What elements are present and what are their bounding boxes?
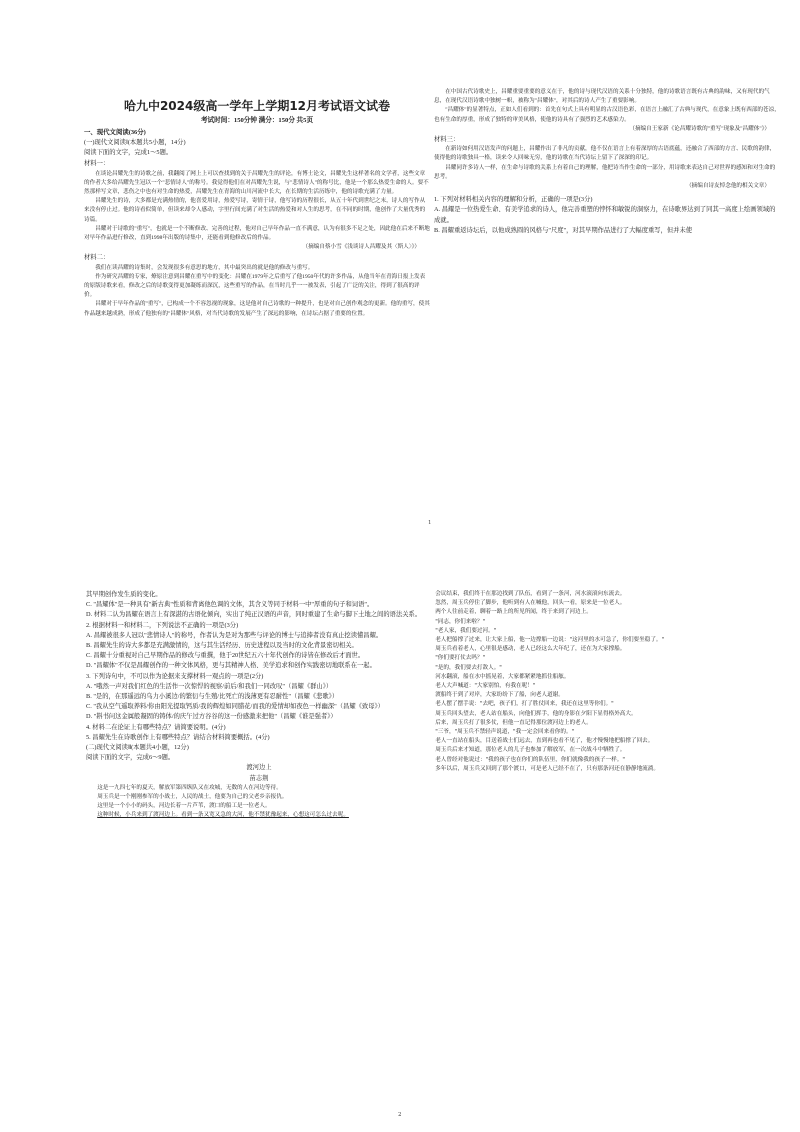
page2-left-column [86,566,432,1132]
paragraph: 昌耀同许多诗人一样，在生命与诗歌的关系上有着自己的理解，他把诗当作生命的一部分，用诗歌来表达自己对世界的感知和对生命的思考。 [434,164,776,180]
story-paragraph: 河水翻滚，船在水中摇晃着，大家都紧紧地抓住船舷。 [435,673,570,680]
story-paragraph: 两个人往前走着，聊着一路上的所见所闻，终于来到了河边上。 [435,609,592,616]
source-note: （摘编自诗友悼念他的相关文章） [686,183,770,190]
question-option: C. "昌耀体"是一种具有"新古典"性质和背离他色调的文体，其含义等同于材料一中"厚重的句子和词语"。 [86,601,374,609]
story-paragraph: 渡船终于到了对岸，大家纷纷下了船，向老人道谢。 [435,692,564,699]
question-text: 3. 下列诗句中，不可以作为论据来支撑材料一观点的一项是(2分) [86,672,264,680]
story-paragraph: 周玉兵回头望去，老人站在船头，向他们挥手，他的身影在夕阳下显得格外高大。 [435,710,637,717]
story-paragraph: 老人把船撑了过来，让大家上船，他一边撑船一边说："这河里的水可急了，你们要坐稳了。" [435,637,665,644]
story-paragraph: 后来，周玉兵打了很多仗，但他一直记得那位渡河边上的老人。 [435,719,592,726]
page1-left-column [84,0,430,566]
material-label: 材料三： [434,136,460,144]
material-label: 材料二： [84,254,110,262]
question-text: 1. 下列对材料相关内容的理解和分析，正确的一项是(3分) [434,196,593,204]
story-paragraph: "是的，我们要去打敌人。" [435,664,502,671]
story-paragraph: 老人摆了摆手说："去吧，孩子们，打了胜仗回来，我还在这里等你们。" [435,701,614,708]
story-paragraph: 这里是一个小小的码头，河边长着一片芦苇，渡口的船工是一位老人。 [97,803,271,810]
story-paragraph: 周玉兵后来才知道，那位老人的儿子也参加了解放军，在一次战斗中牺牲了。 [435,747,626,754]
part-intro: 阅读下面的文字，完成1～5题。 [84,149,173,157]
page2-right-column [424,566,768,1132]
page-number: 1 [428,520,432,526]
section-heading: 一、现代文阅读(36分) [84,129,146,136]
exam-title: 哈九中2024级高一学年上学期12月考试语文试卷 [123,99,391,113]
story-paragraph: 忽然，周玉兵停住了脚步，他听到有人在喊他，回头一看，原来是一位老人。 [435,600,626,607]
material-label: 材料一： [84,160,110,168]
question-text: 5. 昌耀先生在诗歌创作上有哪些特点？请结合材料简要概括。(4分) [86,733,270,741]
paragraph: 在谈论昌耀先生的诗歌之前，我翻阅了网上上可以查找到的关于昌耀先生的评论，有博士论文，昌耀先生这样著名的文学者，这些文章的作者大多给昌耀先生冠以一个"悲情诗人"的称号。我觉得他们在对昌耀先生说，与"悲情诗人"的称号比，他是一个那么热爱生命的人。要不然那样写文章，悲伤之中也有对生命的热爱，昌耀先生在青海的山川河流中长大，在长期的生活历练中，他的诗歌充满了力量。 [84,170,429,196]
page-number: 2 [398,1112,402,1118]
part-intro: 阅读下面的文字，完成6～9题。 [86,754,175,762]
story-paragraph: 周玉兵看着老人，心里很是感动，老人已经这么大年纪了，还在为大家撑船。 [435,646,626,653]
paragraph: 在新诗如何用汉语发声的问题上，昌耀作出了非凡的贡献，他不仅在语言上有着深厚的古语底蕴，还融合了西部的方言、民歌的韵律，使得他的诗歌独具一格，读来令人回味无穷，他的诗歌在当代诗坛上留下了深深的印记。 [434,146,776,162]
paragraph: "昌耀体"的显著特点，正如人们看到的：首先在句式上具有明显的古汉语色彩，在语言上融汇了古典与现代，在意象上既有西部的苍凉，也有生命的厚重，形成了独特的审美风格，使他的诗具有了强烈的艺术感染力。 [434,107,780,123]
question-option: A. "哦然一声对我们红色的生活作一次惊悍的视察/前后/和我们一同改叹"（昌耀《群山》） [86,682,333,690]
question-option: B. 昌耀重返诗坛后，以他成熟圆的风格与"尺度"，对其早期作品进行了大幅度重写，但并未使 [434,226,693,234]
question-option: B. "是的，在那遥远的乌力小溪边/的繁衍与生殖/比死亡的浅薄更有忍耐性"（昌耀《悲歌》） [86,693,339,701]
part-heading: (二)现代文阅读Ⅱ(本题共4小题，12分) [86,744,189,752]
story-paragraph: 这是一九四七年的夏天，解放军第四纵队又在攻城，无数的人在河边等待。 [97,784,282,791]
story-paragraph: "三爷，"周玉兵不禁轻声说道，"我一定会回来看你的。" [435,729,575,736]
story-paragraph: "老人家，我们要过河。" [435,627,497,634]
paragraph: 我们在读昌耀的诗集时，会发现很多有意思的地方，其中最突出的就是他的修改与重写。 [95,264,314,271]
question-text: 4. 材料二在论证上有哪些特点？请简要说明。(4分) [86,723,226,731]
question-option: D. 材料二认为昌耀在语言上有深湛的古语化倾向，实出了纯正汉语的声音，同时重建了生命与脚下土地之间的语法关系。 [86,611,422,619]
paragraph: 昌耀对于早年作品的"重写"，已构成一个不容忽视的现象，这是他对自己诗歌的一种提升，也是对自己创作观念的更新。他的重写，使其作品越来越成熟，形成了他独有的"昌耀体"风格，对当代诗歌的发展产生了深远的影响，在诗坛占据了重要的位置。 [84,301,430,317]
story-paragraph: 多年以后，周玉兵又回到了那个渡口，可是老人已经不在了，只有那条河还在静静地流淌。 [435,765,659,772]
paragraph: 作为研究昌耀的专家，燎原注意到昌耀在重写中的变化：昌耀在1979年之后重写了他1950年代的许多作品，从他当年在青海日报上发表的原版诗歌来看，修改之后的诗歌变得更加凝练而深沉，这些重写的作品，在当时几乎一一被发表，引起了广泛的关注，得到了很高的评价。 [84,273,426,299]
story-paragraph: 老人曾经对他说过："我的孩子也在你们的队伍里，你们就像我的孩子一样。" [435,756,625,763]
paragraph: 昌耀先生的诗，大多都是充满热情的，他喜爱用诗，热爱写诗，寄情于诗，他写诗的历程很长，从五十年代到世纪之末，诗人的写作从来没有停止过。他的诗看似简单，但读来却令人感动，字里行间充满了对生活的热爱和对人生的思考，在不同的时期，他创作了大量优秀的诗篇。 [84,198,426,223]
story-title: 渡河边上 [246,764,272,772]
story-paragraph: 老人一直站在船头，目送着战士们远去，直到再也看不见了，他才慢慢地把船撑了回去。 [435,738,654,745]
page-2 [0,566,800,1132]
question-option: C. 昌耀十分重视对自己早期作品的修改与重撰，他于20世纪五六十年代创作的诗皆在修改后才面世。 [86,652,365,660]
question-option: A. 昌耀是一位热爱生命、有美学追求的诗人，他完善重塑的悖怀和敏锐的洞察力，在诗歌界达到了同其一高度上绘画领域的成就。 [434,206,776,224]
question-option: A. 昌耀被很多人冠以"悲情诗人"的称号，作者认为是对为那些与评论的博士与追捧者没有真止挖读懂昌耀。 [86,631,383,639]
question-option: C. "我从空气遥取养料/你由阳光提取钙质/我的辉煌如同腊花/而我的爱情却如夜色一样幽深"（昌耀《致母》） [86,703,384,711]
story-author: 苗志荆 [249,774,269,782]
exam-subtitle: 考试时间：150分钟 满分：150分 共5页 [200,117,314,124]
story-paragraph: "你们要打仗去吗？" [435,655,486,662]
story-paragraph: "同志，你们来啦？" [435,618,486,625]
paragraph: 在中国古代诗歌史上，昌耀重要重要的意义在于，他的诗与现代汉语的关系十分独特，他的诗歌语言既有古典的韵味，又有现代的气息，在现代汉语诗歌中独树一帜，被称为"昌耀体"，对其后的诗人产生了重要影响。 [434,89,770,105]
story-paragraph-underlined: 这种时候，小兵来到了渡河边上。看到一条又宽又急的大河，他不禁犹豫起来，心想这可怎么过去呢。 [97,812,349,819]
story-paragraph: 周玉兵是一个刚刚参军的小战士，人民的战士，他要为自己的父老乡亲报仇。 [97,794,288,801]
question-option: D. "斟书问这金属般凝固的铸体/的庆午过方谷谷的这一份感激来把他"（昌耀《谁是强者》） [86,713,337,721]
story-paragraph: 会议结束，我们终于在那边找到了队伍，看到了一条河，河水滚滚向东流去。 [435,591,626,597]
page1-right-column [434,0,780,566]
question-text: 2. 根据材料一和材料二，下列说法不正确的一项是(3分) [86,621,239,629]
paragraph: 昌耀对于诗歌的"重写"，也就是一个不断修改、完善的过程，他对自己早年作品一直不满意，认为有很多不足之处，因此他在后来不断地对早年作品进行修改，直到1998年出版的诗集中，还能看到他修改后的作品。 [84,225,430,242]
source-note: （摘编自蔡小雪《浅谈诗人昌耀及其〈斯人〉》） [302,244,420,251]
question-option: D. "昌耀体"不仅是昌耀创作的一种文体风格，更与其精神人格、美学追求和创作实践密切地联系在一起。 [86,662,376,670]
story-paragraph: 老人大声喊道："大家别怕，有我在呢！" [435,683,536,690]
source-note: （摘编自王家新《论昌耀诗歌的"重写"现象及"昌耀体"》） [629,125,770,132]
question-option: B. 昌耀先生的诗大多都是充满激情的，这与其生活经历、历史进程以及当时的文化背景密切相关。 [86,642,358,650]
question-option: 其早期创作发生质的变化。 [86,591,162,598]
part-heading: (一)现代文阅读Ⅰ(本题共5小题，14分) [84,139,186,146]
